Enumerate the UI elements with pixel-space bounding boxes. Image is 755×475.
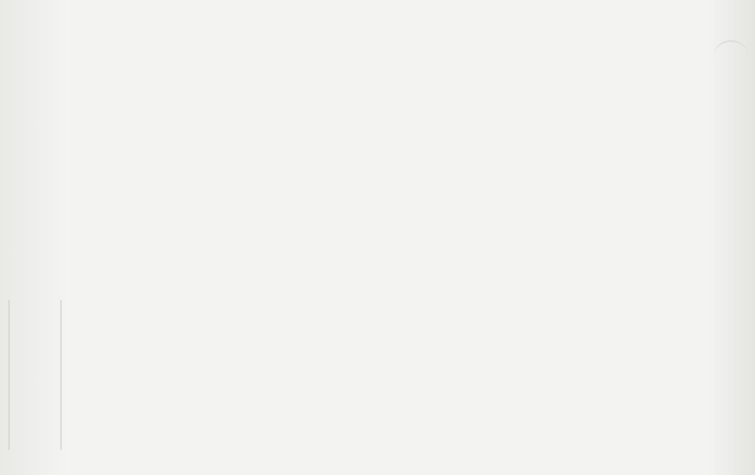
- background-right-decoration: [705, 0, 755, 475]
- background-left-decoration: [0, 0, 70, 475]
